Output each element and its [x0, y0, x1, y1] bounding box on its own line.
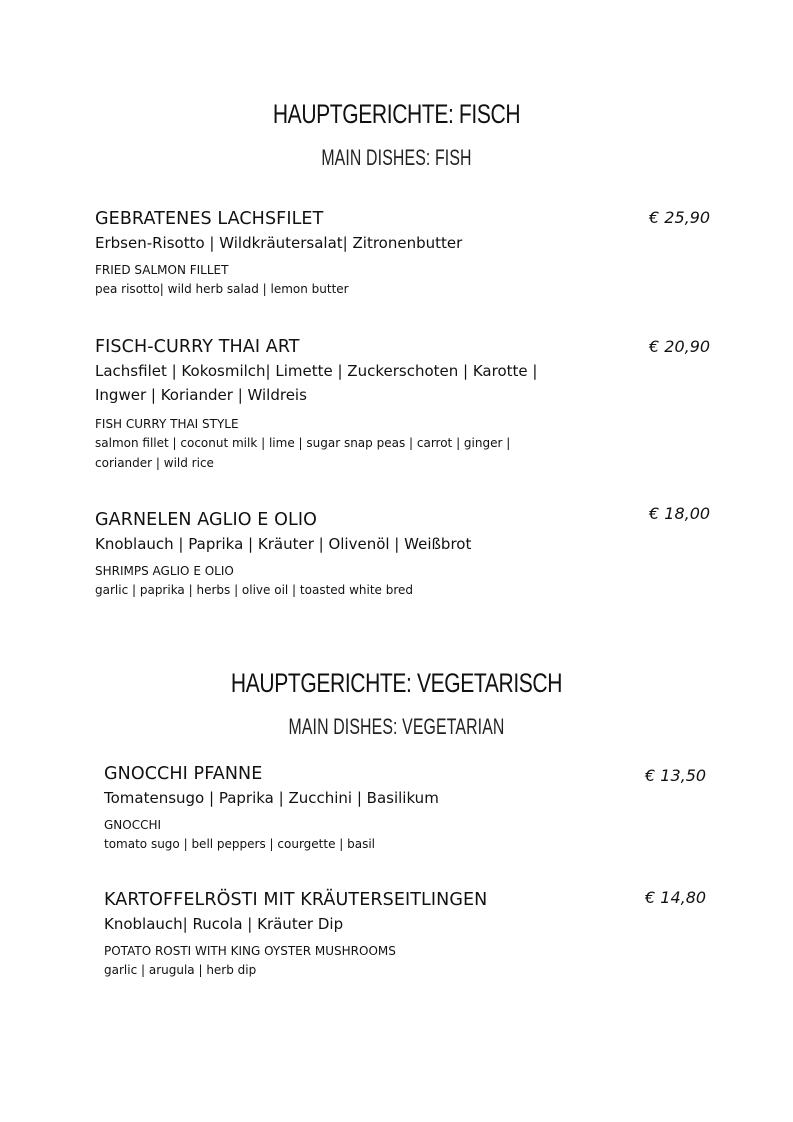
dish-english-description: tomato sugo | bell peppers | courgette | basil	[104, 837, 376, 851]
dish-name: GNOCCHI PFANNE	[104, 764, 263, 784]
dish-description: Lachsfilet | Kokosmilch| Limette | Zuckerschoten | Karotte | Ingwer | Koriander | Wildreis	[95, 362, 538, 404]
dish-english-description: salmon fillet | coconut milk | lime | sugar snap peas | carrot | ginger | coriander | wild rice	[95, 436, 511, 470]
dish-english-name: POTATO ROSTI WITH KING OYSTER MUSHROOMS	[104, 944, 396, 958]
dish-english-name: GNOCCHI	[104, 818, 162, 832]
dish-item	[95, 508, 715, 600]
dish-price: € 14,80	[645, 888, 707, 907]
dish-english-description: garlic | paprika | herbs | olive oil | toasted white bred	[95, 583, 414, 597]
dish-price: € 20,90	[649, 337, 711, 356]
dish-item	[104, 762, 724, 854]
dish-description: Knoblauch| Rucola | Kräuter Dip	[104, 915, 344, 933]
dish-description: Tomatensugo | Paprika | Zucchini | Basilikum	[104, 789, 439, 807]
section-title-vegetarian: HAUPTGERICHTE: VEGETARISCH	[230, 668, 563, 698]
dish-item	[95, 207, 715, 299]
dish-name: KARTOFFELRÖSTI MIT KRÄUTERSEITLINGEN	[104, 890, 488, 910]
dish-price: € 25,90	[649, 208, 711, 227]
dish-description: Erbsen-Risotto | Wildkräutersalat| Zitronenbutter	[95, 234, 463, 252]
dish-item	[104, 888, 724, 980]
dish-name: FISCH-CURRY THAI ART	[95, 337, 300, 357]
section-title-fish: HAUPTGERICHTE: FISCH	[272, 99, 521, 129]
dish-english-description: garlic | arugula | herb dip	[104, 963, 257, 977]
dish-english-name: FISH CURRY THAI STYLE	[95, 417, 239, 431]
section-subtitle-fish: MAIN DISHES: FISH	[321, 145, 472, 170]
dish-name: GARNELEN AGLIO E OLIO	[95, 510, 317, 530]
dish-english-name: SHRIMPS AGLIO E OLIO	[95, 564, 234, 578]
dish-price: € 18,00	[649, 504, 711, 523]
dish-english-description: pea risotto| wild herb salad | lemon butter	[95, 282, 349, 296]
section-subtitle-vegetarian: MAIN DISHES: VEGETARIAN	[288, 714, 505, 739]
dish-description: Knoblauch | Paprika | Kräuter | Olivenöl | Weißbrot	[95, 535, 472, 553]
dish-name: GEBRATENES LACHSFILET	[95, 209, 324, 229]
dish-english-name: FRIED SALMON FILLET	[95, 263, 229, 277]
dish-item	[95, 335, 715, 473]
dish-price: € 13,50	[645, 766, 707, 785]
